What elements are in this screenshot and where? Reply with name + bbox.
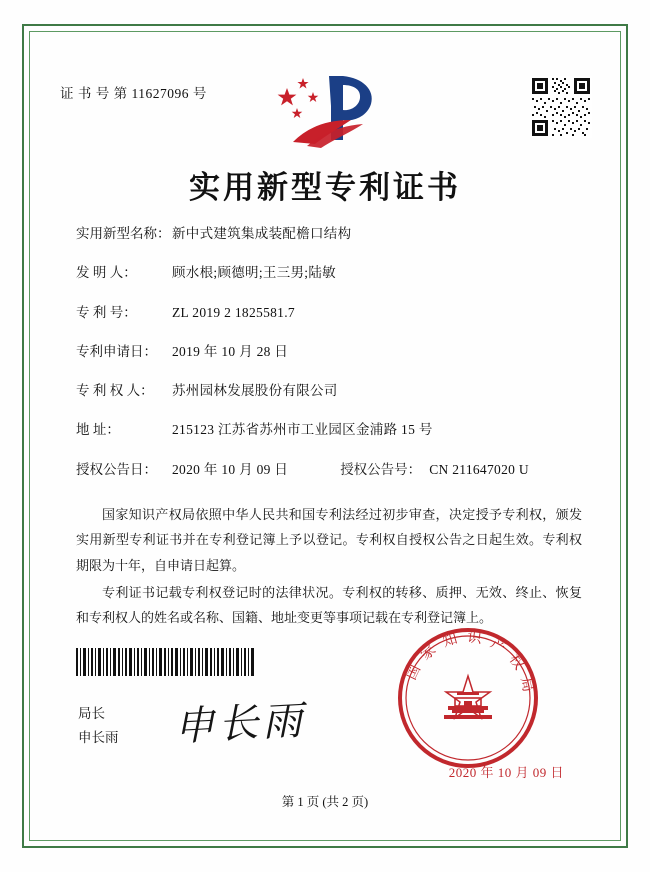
field-label-grant-date: 授权公告日：	[76, 461, 157, 477]
field-row-grant-announcement	[76, 460, 586, 480]
certificate-content	[46, 52, 604, 820]
field-label: 专 利 号：	[76, 304, 137, 320]
field-value: 苏州园林发展股份有限公司	[172, 383, 338, 398]
red-official-seal-icon	[394, 624, 542, 772]
director-title-label: 局长	[78, 706, 105, 721]
qr-code-icon	[530, 76, 592, 138]
field-label-grant-number: 授权公告号：	[340, 461, 422, 477]
signature-block	[78, 702, 119, 749]
field-value: 2019 年 10 月 28 日	[172, 343, 289, 359]
field-label: 专利申请日：	[76, 343, 157, 359]
field-row-inventors	[76, 263, 586, 283]
cnipa-emblem-icon	[259, 70, 391, 152]
field-value-grant-date: 2020 年 10 月 09 日	[172, 461, 289, 477]
legal-text	[76, 502, 582, 633]
field-value: 新中式建筑集成装配檐口结构	[172, 226, 352, 241]
page-footer: 第 1 页 (共 2 页)	[281, 795, 369, 809]
legal-paragraph-1: 国家知识产权局依照中华人民共和国专利法经过初步审查，决定授予专利权，颁发实用新型专利证书并在专利登记簿上予以登记。专利权自授权公告之日起生效。专利权期限为十年，自申请日起算。	[76, 507, 582, 573]
field-label: 发 明 人：	[76, 265, 137, 281]
field-value: ZL 2019 2 1825581.7	[172, 304, 295, 320]
barcode-icon	[76, 648, 254, 676]
seal-date: 2020 年 10 月 09 日	[448, 765, 564, 780]
field-row-patentee	[76, 381, 586, 401]
field-value: 215123 江苏省苏州市工业园区金浦路 15 号	[172, 422, 433, 438]
certificate-number: 证 书 号 第 11627096 号	[60, 86, 207, 101]
field-row-utility-model-name	[76, 224, 586, 244]
field-label: 实用新型名称：	[76, 226, 171, 241]
page-title: 实用新型专利证书	[189, 170, 461, 206]
director-name-label: 申长雨	[78, 729, 119, 745]
field-row-address	[76, 420, 586, 440]
handwritten-signature: 申长雨	[173, 697, 308, 751]
grant-announcement-number-group	[340, 460, 529, 480]
field-row-patent-number	[76, 303, 586, 323]
field-label: 地 址：	[76, 422, 120, 438]
field-row-application-date	[76, 342, 586, 362]
svg-text:国 家 知 识 产 权 局: 国 家 知 识 产 权 局	[403, 629, 537, 696]
field-label: 专 利 权 人：	[76, 383, 154, 398]
legal-paragraph-2: 专利证书记载专利权登记时的法律状况。专利权的转移、质押、无效、终止、恢复和专利权人的姓名或名称、国籍、地址变更等事项记载在专利登记簿上。	[76, 585, 582, 626]
field-value-grant-number: CN 211647020 U	[429, 461, 529, 477]
field-value: 顾水根;顾德明;王三男;陆敏	[172, 265, 336, 281]
patent-fields	[76, 224, 586, 499]
